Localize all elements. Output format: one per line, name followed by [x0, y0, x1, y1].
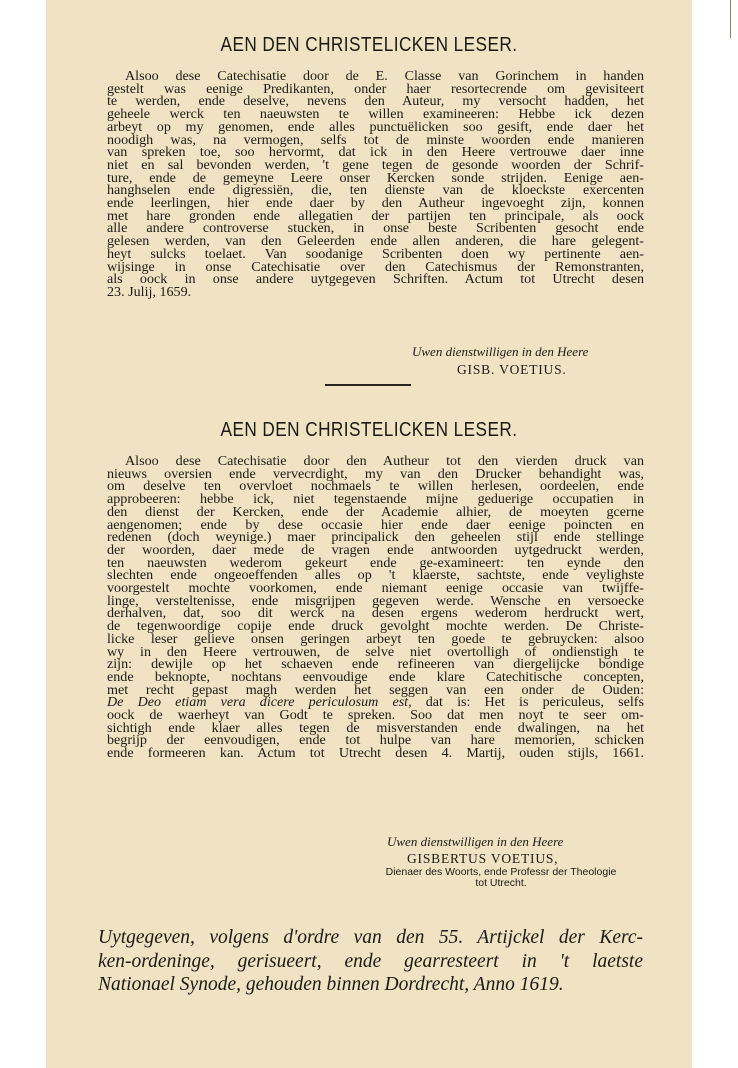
section2-line: licke leser gelieve onsen geringen arbeyt ten goede te gebruycken: alsoo: [107, 630, 644, 647]
section1-line: te werden, ende deselve, nevens den Auteur, my versocht hadden, het: [107, 93, 644, 110]
section-divider: [325, 384, 411, 386]
section1-line: heyt sulcks toelaet. Van soodanige Scribenten doen wy pertinente aen-: [107, 245, 644, 262]
section2-line: aengenomen; ende by dese occasie hier ende daer eenige poincten en: [107, 516, 644, 533]
section1-line: ture, ende de gemeyne Leere onser Kercken sonde strijden. Eenige aen-: [107, 169, 644, 186]
section1-signature-greeting: Uwen dienstwilligen in den Heere: [412, 344, 589, 359]
closing-line: Uytgegeven, volgens d'ordre van den 55. Artijckel der Kerc-: [98, 927, 643, 948]
section2-line: om deselve ten overvloet nochmaels te willen herlesen, oordeelen, ende: [107, 478, 644, 495]
section2-signature-name: GISBERTUS VOETIUS,: [407, 851, 559, 866]
section2-line: sichtigh ende klaer alles tegen de misverstanden ende dwalingen, na het: [107, 719, 644, 736]
closing-line: ken-ordeninge, gerisueert, ende gearresteert in 't laetste: [98, 950, 643, 972]
section2-line: derhalven, dat, soo dit werck na desen ergens wederom herdruckt wert,: [107, 605, 644, 622]
book-page: [46, 0, 692, 1068]
section1-line: met hare gronden ende allegatien der partijen ten principale, als oock: [107, 207, 644, 224]
latin-quote: De Deo etiam vera dicere periculosum est,: [107, 694, 412, 711]
section2-line: ende beknopte, nochtans eenvoudige ende klare Catechitische concepten,: [107, 668, 644, 685]
section1-body: [107, 70, 644, 299]
section2-signature-greeting: Uwen dienstwilligen in den Heere: [387, 834, 564, 849]
section2-line: linge, versteltenisse, ende misgrijpen gegeven werde. Wensche en versoecke: [107, 592, 644, 609]
closing-line: Nationael Synode, gehouden binnen Dordrecht, Anno 1619.: [98, 974, 564, 995]
page-edge-line: [730, 0, 731, 38]
section2-heading: AEN DEN CHRISTELICKEN LESER.: [220, 419, 518, 441]
section1-line: ende leerlingen, hier ende daer by den Autheur ingevoeght zijn, konnen: [107, 195, 644, 212]
section1-line: niet en sal bevonden werden, 't gene tegen de gesonde woorden der Schrif-: [107, 156, 644, 173]
section1-line: van spreken toe, soo hervormt, dat ick in den Heere vertrouwe daer inne: [107, 144, 644, 161]
section2-line: De Deo etiam vera dicere periculosum est, dat is: Het is periculeus, selfs: [107, 694, 644, 711]
section2-body: [107, 455, 644, 760]
section2-line: der woorden, daer mede de vragen ende antwoorden uytgedruckt werden,: [107, 541, 644, 558]
section1-line: gelesen werden, van den Geleerden ende allen anderen, die hare gelegent-: [107, 233, 644, 250]
section2-signature-title: [351, 867, 651, 889]
section2-line: wy in den Heere vertrouwen, de selve niet overtolligh of ondienstigh te: [107, 643, 644, 660]
section1-heading: AEN DEN CHRISTELICKEN LESER.: [220, 34, 518, 56]
section2-line: met recht gepast magh werden het seggen van een onder de Ouden:: [107, 681, 644, 698]
section1-line: als oock in onse andere uytgegeven Schriften. Actum tot Utrecht desen: [107, 271, 644, 288]
section2-line: de tegenwoordige copije ende druck gevolght mochte werden. De Christe-: [107, 618, 644, 635]
section2-line: zijn: dewijle op het schaeven ende refineeren van diergelijcke bondige: [107, 656, 644, 673]
section1-line: gestelt was eenige Predikanten, onder haer resortecrende om gevisiteert: [107, 80, 644, 97]
section1-line: Alsoo dese Catechisatie door de E. Classe van Gorinchem in handen: [125, 68, 644, 84]
signature-title-line: Dienaer des Woorts, ende Professr der Theologie: [385, 866, 617, 878]
section2-line: voorgestelt mochte voorkomen, ende niemant eenige occasie van twijffe-: [107, 580, 644, 597]
section2-line: ende formeeren kan. Actum tot Utrecht desen 4. Martij, ouden stijls, 1661.: [107, 745, 644, 762]
section1-line: hanghselen ende digressiën, die, ten dienste van de kloeckste exercenten: [107, 182, 644, 199]
closing-note: [98, 926, 643, 997]
section1-line: geheele werck ten naeuwsten te willen examineeren: Hebbe ick dezen: [107, 106, 644, 123]
section1-line: 23. Julij, 1659.: [107, 283, 192, 300]
section2-line: redenen (doch weynige.) maer principalick den geheelen stijl ende stellinge: [107, 529, 644, 546]
section2-line: nieuws oversien ende vervecrdight, my van den Drucker behandight was,: [107, 465, 644, 482]
section2-line: begrijp der eenvoudigen, ende tot hulpe van hare memorien, schicken: [107, 732, 644, 749]
section1-signature-name: GISB. VOETIUS.: [457, 362, 567, 377]
section2-line: ten naeuwsten wederom gekeurt ende ge-examineert: ten eynde den: [107, 554, 644, 571]
signature-title-line: tot Utrecht.: [475, 877, 527, 889]
section2-line: oock de waerheyt van Godt te spreken. Soo dat men noyt te seer om-: [107, 707, 644, 724]
section1-line: wijsinge in onse Catechisatie over den Catechismus der Remonstranten,: [107, 258, 644, 275]
section1-line: arbeyt op my genomen, ende alles punctuëlicken soo gesift, ende daer het: [107, 118, 644, 135]
section1-line: alle andere controverse stucken, in onse beste Scribenten gesocht ende: [107, 220, 644, 237]
section2-line: approbeeren: hebbe ick, niet tegenstaende mijne geduerige occupatien in: [107, 491, 644, 508]
section2-line: slechten ende ongeoeffenden alles op 't klaerste, sachtste, ende veylighste: [107, 567, 644, 584]
section2-line: den dienst der Kercken, ende der Academie alhier, de moeyten gcerne: [107, 503, 644, 520]
section2-line: Alsoo dese Catechisatie door den Autheur tot den vierden druck van: [125, 453, 644, 469]
section1-line: noodigh was, na vermogen, selfs tot de minste woorden ende manieren: [107, 131, 644, 148]
